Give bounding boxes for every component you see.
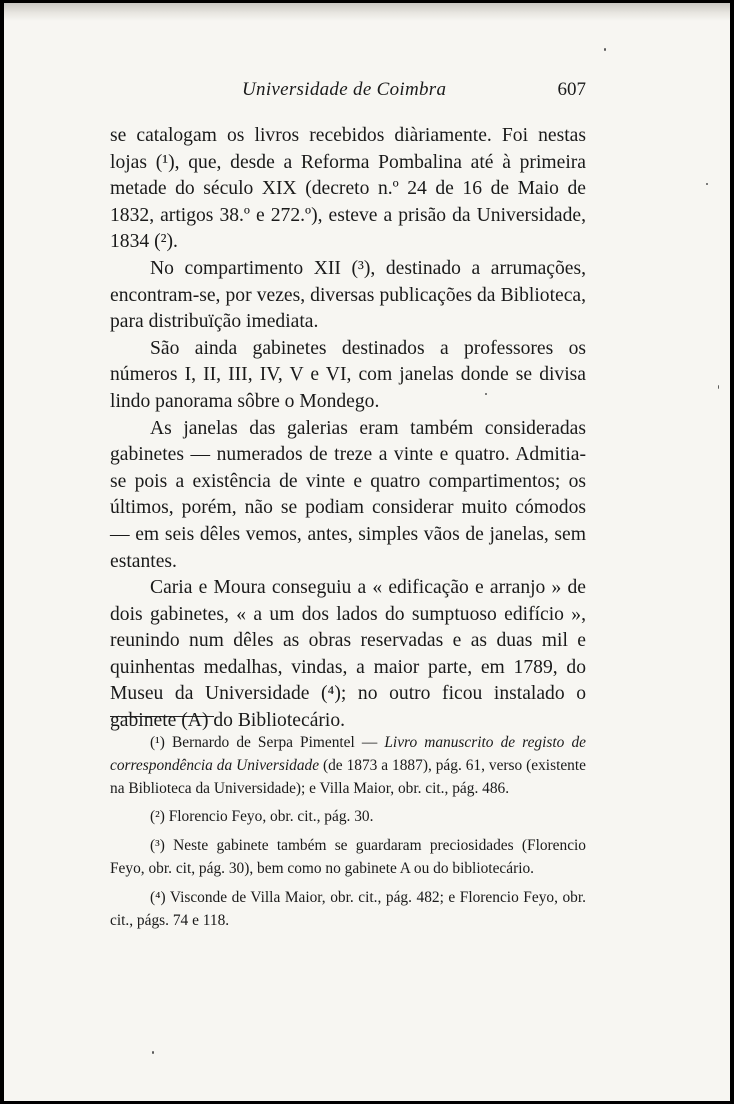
paper-speck <box>485 393 487 395</box>
footnotes <box>110 732 586 938</box>
footnote-1 <box>110 732 586 800</box>
paragraph-5: Caria e Moura conseguiu a « edificação e arranjo » de dois gabinetes, « a um dos lados do sumptuoso edifício », reunindo num dêles as obras reservadas e as duas mil e quinhentas medalhas, vindas, a maior parte, em 1789, do Museu da Universidade (⁴); no outro ficou instalado o gabinete (A) do Bibliotecário. <box>110 577 586 732</box>
paper-speck <box>706 183 708 185</box>
paragraph-3: São ainda gabinetes destinados a professores os números I, II, III, IV, V e VI, com janelas donde se divisa lindo panorama sôbre o Mondego. <box>110 337 586 412</box>
page-number: 607 <box>557 79 586 100</box>
paper-speck <box>718 385 719 389</box>
footnote-1-mark: (¹) <box>150 734 165 751</box>
footnote-1-author: Bernardo de Serpa Pimentel — <box>171 734 378 751</box>
footnote-4: (⁴) Visconde de Villa Maior, obr. cit., pág. 482; e Florencio Feyo, obr. cit., págs. 74 e 118. <box>110 888 586 929</box>
running-header <box>110 79 586 107</box>
body-text <box>110 123 586 735</box>
paragraph-4: As janelas das galerias eram também consideradas gabinetes — numerados de treze a vinte e quatro. Admitia-se pois a existência de vinte e quatro compartimentos; os últimos, porém, não se podiam considerar muito cómodos — em seis dêles vemos, antes, simples vãos de janelas, sem estantes. <box>110 417 586 572</box>
footnote-1-title: Livro manuscrito de registo de correspondência da Universidade <box>110 734 586 774</box>
paragraph-2: No compartimento XII (³), destinado a arrumações, encontram-se, por vezes, diversas publicações da Biblioteca, para distribuïção imediata. <box>110 257 586 333</box>
paper-speck <box>152 1051 154 1054</box>
footnote-1-ref: (de 1873 a 1887), pág. 61, verso (existente na Biblioteca da Universidade); e Villa Maior, obr. cit., pág. 486. <box>110 756 586 797</box>
footnote-rule <box>110 716 214 717</box>
footnote-3: (³) Neste gabinete também se guardaram preciosidades (Florencio Feyo, obr. cit, pág. 30), bem como no gabinete A ou do bibliotecário. <box>110 837 586 877</box>
footnote-2: (²) Florencio Feyo, obr. cit., pág. 30. <box>150 808 374 826</box>
paragraph-1: se catalogam os livros recebidos diàriamente. Foi nestas lojas (¹), que, desde a Reforma Pombalina até à primeira metade do século XIX (decreto n.º 24 de 16 de Maio de 1832, artigos 38.º e 272.º), esteve a prisão da Universidade, 1834 (²). <box>110 125 586 253</box>
paper-speck <box>604 48 606 51</box>
book-page <box>4 3 730 1101</box>
running-title: Universidade de Coimbra <box>242 79 447 100</box>
